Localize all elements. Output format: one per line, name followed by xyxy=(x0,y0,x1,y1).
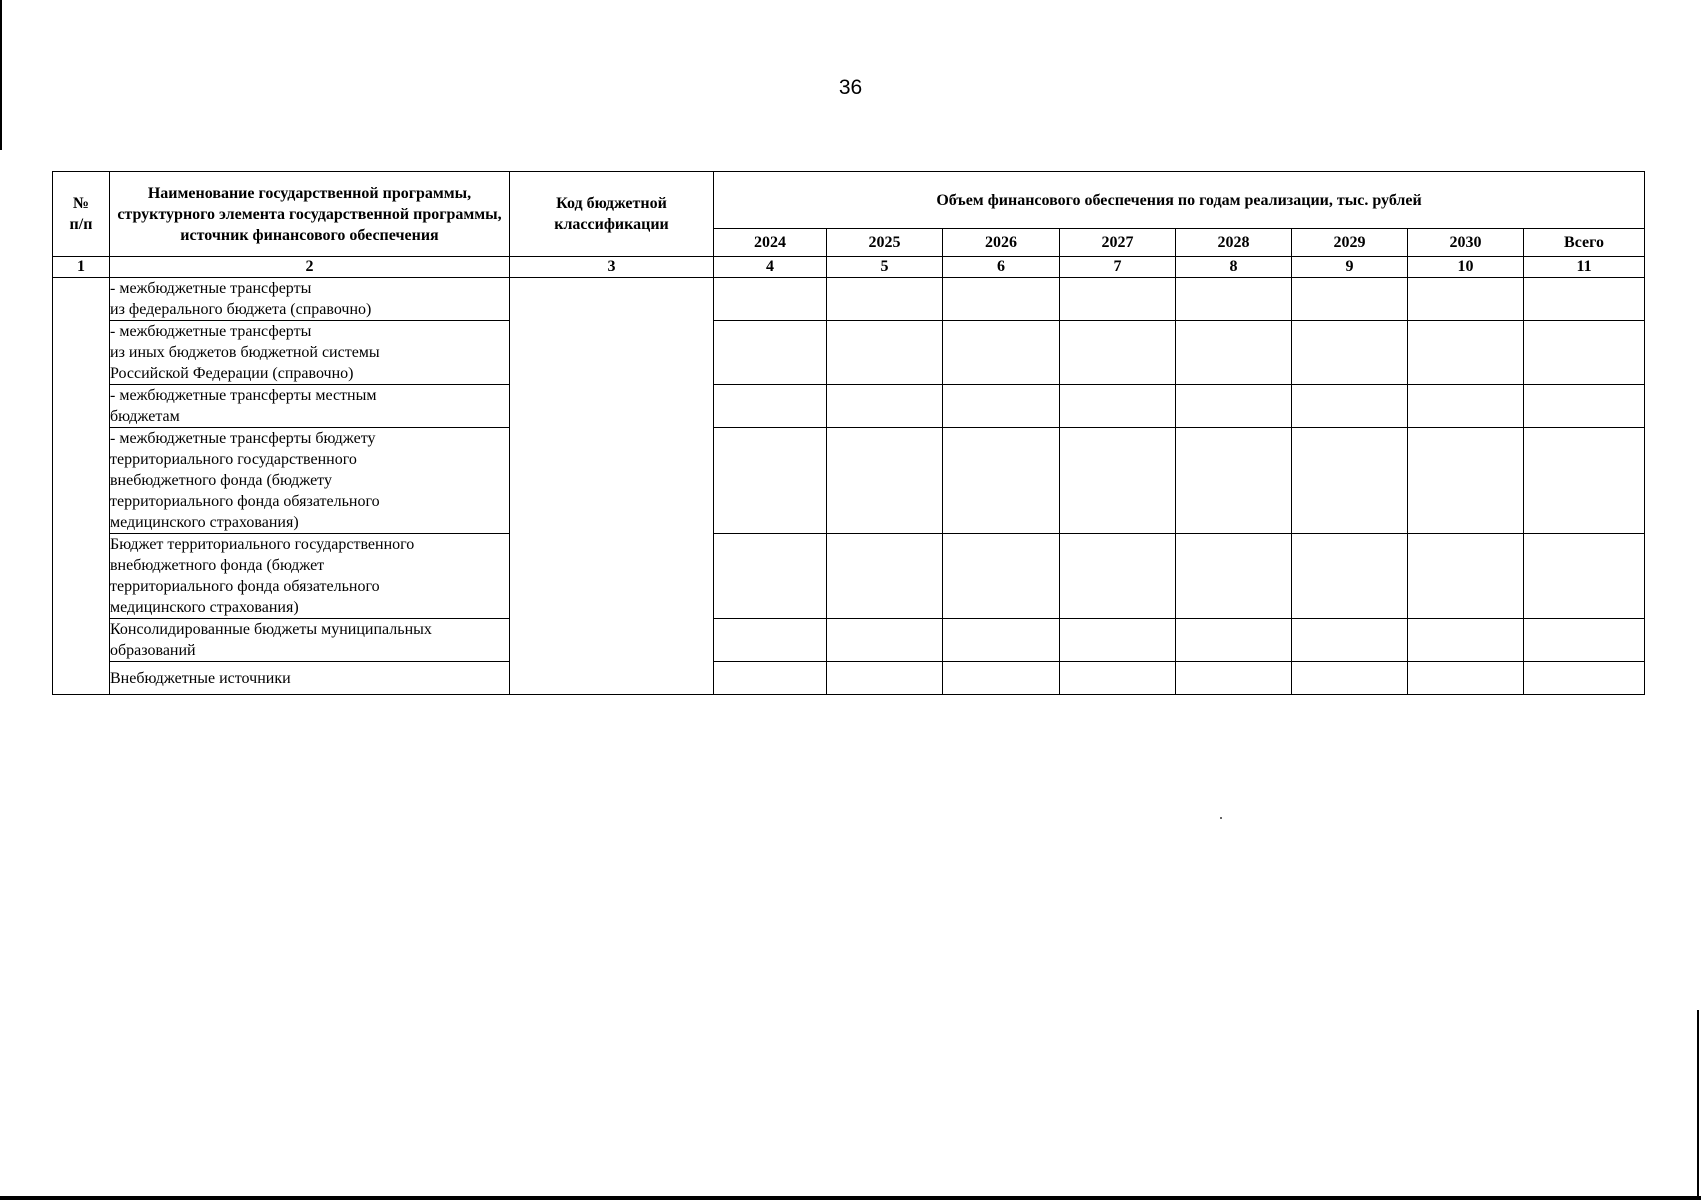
table-row xyxy=(53,278,1645,321)
table-row xyxy=(53,534,1645,619)
value-cell xyxy=(1060,662,1176,695)
header-year-2024: 2024 xyxy=(714,229,827,257)
value-cell xyxy=(1176,534,1292,619)
page-number: 36 xyxy=(838,76,863,99)
scan-speck xyxy=(1220,817,1222,819)
table-row xyxy=(53,321,1645,385)
value-cell xyxy=(943,278,1060,321)
value-cell xyxy=(1408,662,1524,695)
value-cell xyxy=(1292,619,1408,662)
row-name-cell xyxy=(110,534,510,619)
header-year-2025: 2025 xyxy=(827,229,943,257)
value-cell xyxy=(1524,385,1645,428)
row-name: - межбюджетные трансферты бюджету территориального государственного внебюджетного фонда (бюджету территориального фонда обязательного медицинского страхования) xyxy=(110,430,380,531)
value-cell xyxy=(1060,619,1176,662)
value-cell xyxy=(1292,278,1408,321)
header-year-2026: 2026 xyxy=(943,229,1060,257)
scan-bottom-edge xyxy=(0,1196,1701,1200)
value-cell xyxy=(1176,662,1292,695)
value-cell xyxy=(1408,278,1524,321)
value-cell xyxy=(943,619,1060,662)
value-cell xyxy=(1524,619,1645,662)
column-number-11: 11 xyxy=(1524,257,1645,278)
table-row xyxy=(53,619,1645,662)
table-row xyxy=(53,385,1645,428)
header-total: Всего xyxy=(1524,229,1645,257)
value-cell xyxy=(827,662,943,695)
row-name: - межбюджетные трансферты местным бюджетам xyxy=(110,387,377,425)
value-cell xyxy=(1292,428,1408,534)
value-cell xyxy=(827,428,943,534)
row-name-cell xyxy=(110,321,510,385)
value-cell xyxy=(714,321,827,385)
value-cell xyxy=(827,619,943,662)
value-cell xyxy=(714,385,827,428)
value-cell xyxy=(714,428,827,534)
scan-left-edge xyxy=(0,0,2,150)
value-cell xyxy=(1408,534,1524,619)
value-cell xyxy=(1292,534,1408,619)
column-number-10: 10 xyxy=(1408,257,1524,278)
header-year-2027: 2027 xyxy=(1060,229,1176,257)
row-name-cell xyxy=(110,662,510,695)
value-cell xyxy=(1176,428,1292,534)
value-cell xyxy=(1524,278,1645,321)
row-number-cell xyxy=(53,278,110,695)
header-year-2030: 2030 xyxy=(1408,229,1524,257)
value-cell xyxy=(1060,385,1176,428)
row-name: Консолидированные бюджеты муниципальных образований xyxy=(110,621,432,659)
value-cell xyxy=(1408,428,1524,534)
value-cell xyxy=(1176,321,1292,385)
value-cell xyxy=(943,534,1060,619)
value-cell xyxy=(943,662,1060,695)
column-number-2: 2 xyxy=(110,257,510,278)
value-cell xyxy=(943,385,1060,428)
value-cell xyxy=(827,385,943,428)
header-year-2029: 2029 xyxy=(1292,229,1408,257)
value-cell xyxy=(1524,534,1645,619)
value-cell xyxy=(1060,428,1176,534)
value-cell xyxy=(827,534,943,619)
value-cell xyxy=(943,428,1060,534)
row-name: - межбюджетные трансферты из иных бюджетов бюджетной системы Российской Федерации (справочно) xyxy=(110,323,380,382)
value-cell xyxy=(827,278,943,321)
value-cell xyxy=(714,662,827,695)
row-name-cell xyxy=(110,385,510,428)
value-cell xyxy=(1408,619,1524,662)
row-name-cell xyxy=(110,619,510,662)
row-name-cell xyxy=(110,428,510,534)
value-cell xyxy=(1408,321,1524,385)
column-number-5: 5 xyxy=(827,257,943,278)
header-funding: Объем финансового обеспечения по годам реализации, тыс. рублей xyxy=(714,172,1645,229)
value-cell xyxy=(1060,321,1176,385)
column-number-7: 7 xyxy=(1060,257,1176,278)
column-number-3: 3 xyxy=(510,257,714,278)
header-number: № п/п xyxy=(53,172,110,257)
value-cell xyxy=(1060,534,1176,619)
row-name: Бюджет территориального государственного внебюджетного фонда (бюджет территориального фонда обязательного медицинского страхования) xyxy=(110,536,415,616)
row-name: Внебюджетные источники xyxy=(110,669,291,687)
value-cell xyxy=(714,534,827,619)
value-cell xyxy=(1292,662,1408,695)
value-cell xyxy=(1292,385,1408,428)
value-cell xyxy=(1292,321,1408,385)
value-cell xyxy=(1176,385,1292,428)
value-cell xyxy=(943,321,1060,385)
column-number-9: 9 xyxy=(1292,257,1408,278)
header-code: Код бюджетной классификации xyxy=(510,172,714,257)
value-cell xyxy=(827,321,943,385)
value-cell xyxy=(1408,385,1524,428)
budget-code-cell xyxy=(510,278,714,695)
table-row xyxy=(53,662,1645,695)
row-name-cell xyxy=(110,278,510,321)
funding-table xyxy=(52,171,1645,695)
scan-right-edge xyxy=(1697,1010,1699,1200)
header-name: Наименование государственной программы, структурного элемента государственной программы, источник финансового обеспечения xyxy=(110,172,510,257)
column-number-8: 8 xyxy=(1176,257,1292,278)
column-number-4: 4 xyxy=(714,257,827,278)
value-cell xyxy=(1524,321,1645,385)
value-cell xyxy=(1176,278,1292,321)
value-cell xyxy=(1176,619,1292,662)
header-year-2028: 2028 xyxy=(1176,229,1292,257)
column-number-1: 1 xyxy=(53,257,110,278)
table-row xyxy=(53,428,1645,534)
value-cell xyxy=(1060,278,1176,321)
value-cell xyxy=(1524,428,1645,534)
value-cell xyxy=(714,278,827,321)
column-number-6: 6 xyxy=(943,257,1060,278)
row-name: - межбюджетные трансферты из федерального бюджета (справочно) xyxy=(110,280,372,318)
value-cell xyxy=(714,619,827,662)
value-cell xyxy=(1524,662,1645,695)
